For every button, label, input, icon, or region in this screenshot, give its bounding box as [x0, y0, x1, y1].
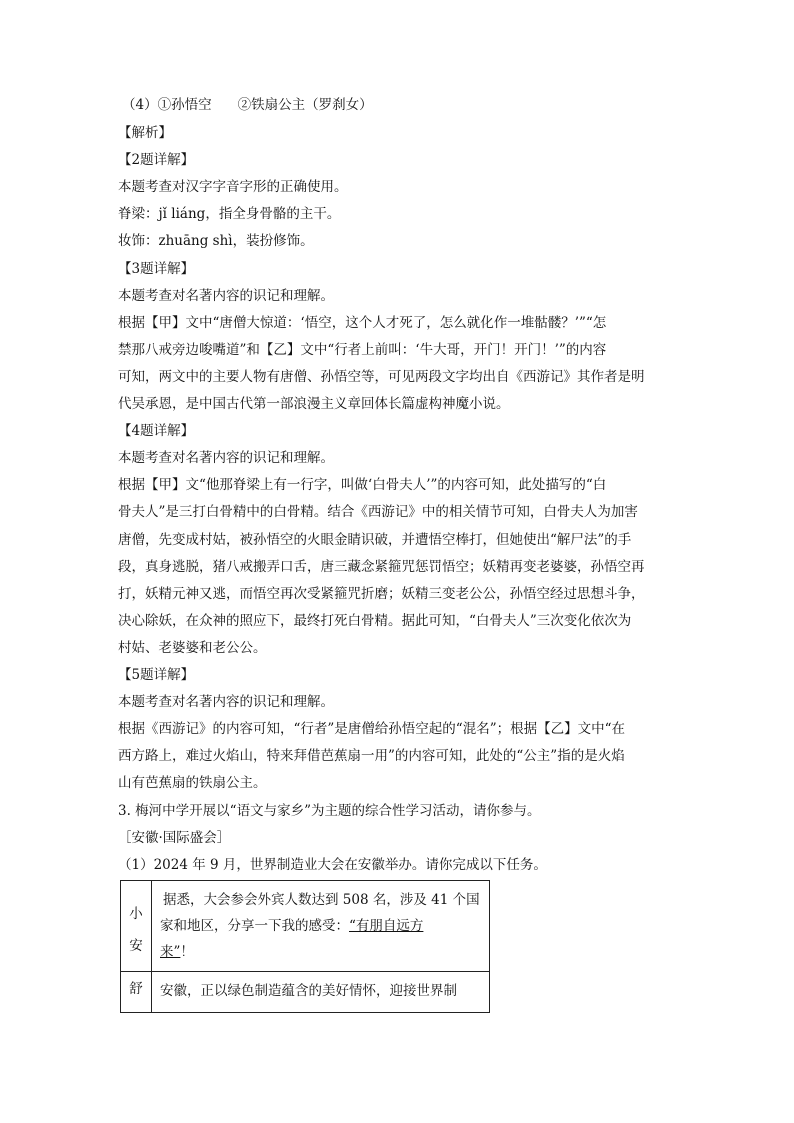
message-line: 据悉，大会参会外宾人数达到 508 名，涉及 41 个国: [163, 892, 480, 908]
text-line: 本题考查对汉字字音字形的正确使用。: [118, 179, 348, 196]
speaker-name-shu: [121, 972, 152, 1013]
text-line: 3. 梅河中学开展以“语文与家乡”为主题的综合性学习活动，请你参与。: [118, 802, 541, 819]
message-line: [160, 913, 481, 939]
quote-underlined: 来”: [160, 944, 181, 960]
text-line: 根据《西游记》的内容可知，“行者”是唐僧给孙悟空起的“混名”；根据【乙】文中“在: [118, 721, 626, 738]
text-line: 段，真身逃脱，猪八戒搬弄口舌，唐三藏念紧箍咒惩罚悟空；妖精再变老婆婆，孙悟空再: [118, 558, 645, 575]
answer-4: [122, 92, 373, 118]
text-line: 妆饰：zhuāng shì，装扮修饰。: [118, 233, 314, 250]
speaker-message: [152, 972, 490, 1013]
speaker-char: 小: [129, 906, 143, 922]
text-line: 禁那八戒旁边唆嘴道”和【乙】文中“行者上前叫：‘牛大哥，开门！开门！’”的内容: [118, 341, 607, 358]
table-row: [121, 881, 490, 972]
text-line: ［安徽·国际盛会］: [118, 829, 231, 846]
text-line: 本题考查对名著内容的识记和理解。: [118, 694, 334, 711]
message-line: 安徽，正以绿色制造蕴含的美好情怀，迎接世界制: [160, 983, 457, 999]
text-line: 山有芭蕉扇的铁扇公主。: [118, 775, 267, 792]
speaker-message: [152, 881, 490, 972]
speaker-name-xiaoan: [121, 881, 152, 972]
text-line: 代吴承恩，是中国古代第一部浪漫主义章回体长篇虚构神魔小说。: [118, 396, 510, 412]
text-line: 骨夫人”是三打白骨精中的白骨精。结合《西游记》中的相关情节可知，白骨夫人为加害: [118, 504, 638, 521]
text-line: 决心除妖，在众神的照应下，最终打死白骨精。据此可知，“白骨夫人”三次变化依次为: [118, 612, 632, 629]
text-line: 根据【甲】文“他那脊梁上有一行字，叫做‘白骨夫人’”的内容可知，此处描写的“白: [118, 477, 607, 494]
speaker-char: 舒: [129, 981, 143, 997]
text-line: 可知，两文中的主要人物有唐僧、孙悟空等，可见两段文字均出自《西游记》其作者是明: [118, 368, 645, 385]
answer-4-part2: ②铁扇公主（罗刹女）: [237, 97, 373, 113]
text-line: 本题考查对名著内容的识记和理解。: [118, 450, 334, 467]
table-row: [121, 972, 490, 1013]
answer-4-part1: （4）①孙悟空: [122, 97, 212, 113]
text-line: 根据【甲】文中“唐僧大惊道：‘悟空，这个人才死了，怎么就化作一堆骷髅？’”“怎: [118, 314, 607, 331]
text-line: 唐僧，先变成村姑，被孙悟空的火眼金睛识破，并遭悟空棒打，但她使出“解尸法”的手: [118, 531, 632, 548]
message-text: ！: [180, 944, 194, 960]
quote-underlined: “有朋自远方: [349, 918, 424, 934]
text-line: 脊梁：jǐ liáng，指全身骨骼的主干。: [118, 206, 341, 223]
message-line: [160, 939, 481, 965]
text-line: 西方路上，难过火焰山，特来拜借芭蕉扇一用”的内容可知，此处的“公主”指的是火焰: [118, 748, 625, 765]
text-line: 打，妖精元神又逃，而悟空再次受紧箍咒折磨；妖精三变老公公，孙悟空经过思想斗争，: [118, 585, 645, 602]
text-line: 【5题详解】: [118, 667, 195, 683]
text-line: （1）2024 年 9 月，世界制造业大会在安徽举办。请你完成以下任务。: [118, 856, 547, 873]
text-line: 本题考查对名著内容的识记和理解。: [118, 287, 334, 304]
text-line: 【3题详解】: [118, 260, 195, 277]
text-line: 村姑、老婆婆和老公公。: [118, 639, 267, 656]
text-line: 【2题详解】: [118, 152, 195, 169]
dialogue-table: [120, 880, 490, 1013]
text-line: 【解析】: [118, 125, 172, 141]
message-text: 家和地区，分享一下我的感受：: [160, 918, 349, 934]
speaker-char: 安: [129, 938, 143, 954]
text-line: 【4题详解】: [118, 423, 195, 440]
